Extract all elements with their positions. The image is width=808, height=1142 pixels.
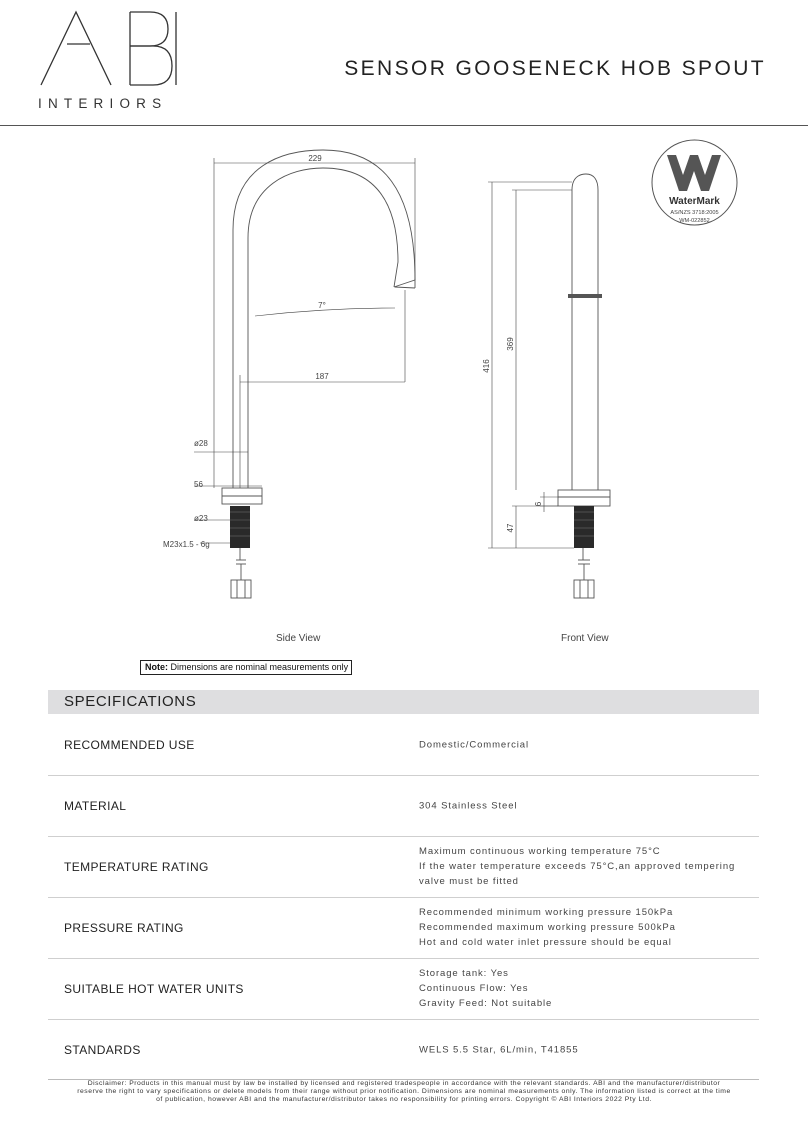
dim-thread-dia: ø23 (194, 514, 208, 523)
side-view-label: Side View (276, 633, 321, 644)
note-bold: Note: (145, 662, 168, 672)
spec-value: Recommended minimum working pressure 150kPa (419, 906, 674, 918)
spec-value: Domestic/Commercial (419, 738, 530, 750)
spec-value: valve must be fitted (419, 876, 519, 888)
spec-value: If the water temperature exceeds 75°C,an approved tempering (419, 860, 736, 872)
spec-label: SUITABLE HOT WATER UNITS (64, 981, 244, 996)
dim-total-height: 416 (482, 359, 491, 373)
spec-row (48, 958, 759, 1020)
spec-values (419, 1042, 579, 1057)
spec-row (48, 714, 759, 776)
dim-width: 229 (308, 154, 322, 163)
dim-spout-height: 369 (506, 337, 515, 351)
watermark-code: WM-022852 (679, 218, 710, 224)
technical-drawing (0, 130, 808, 670)
spec-value: 304 Stainless Steel (419, 799, 518, 811)
spec-label: PRESSURE RATING (64, 920, 184, 935)
spec-label: STANDARDS (64, 1042, 141, 1057)
dimensions-note (140, 660, 352, 675)
spec-label: TEMPERATURE RATING (64, 859, 209, 874)
brand-sub: INTERIORS (38, 96, 168, 111)
spec-row (48, 1019, 759, 1080)
spec-value: Gravity Feed: Not suitable (419, 998, 553, 1010)
dim-body-dia: ø28 (194, 439, 208, 448)
spec-value: WELS 5.5 Star, 6L/min, T41855 (419, 1043, 579, 1055)
spec-value: Continuous Flow: Yes (419, 982, 529, 994)
disclaimer (4, 1080, 804, 1105)
spec-value: Storage tank: Yes (419, 967, 509, 979)
dim-angle: 7° (318, 301, 326, 310)
spec-values (419, 905, 676, 951)
spec-row (48, 775, 759, 837)
note-text: Dimensions are nominal measurements only (168, 662, 349, 672)
spec-value: Maximum continuous working temperature 75°C (419, 845, 661, 857)
header-divider (0, 125, 808, 126)
watermark-name: WaterMark (669, 196, 720, 207)
spec-values (419, 844, 735, 890)
spec-values (419, 966, 552, 1012)
spec-label: RECOMMENDED USE (64, 737, 195, 752)
spec-values (419, 798, 517, 813)
dim-base-thickness: 6 (534, 501, 543, 507)
spec-value: Hot and cold water inlet pressure should be equal (419, 937, 672, 949)
spec-value: Recommended maximum working pressure 500kPa (419, 921, 676, 933)
specifications-header (48, 690, 759, 714)
disclaimer-line: Disclaimer: Products in this manual must by law be installed by licensed and registered tradespeople in accordance with the relevant standards. ABI and the manufacturer/distributor (87, 1080, 721, 1087)
dim-reach: 187 (315, 372, 329, 381)
disclaimer-line: of publication, however ABI and the manufacturer/distributor takes no responsibility for printing errors. Copyright © ABI Interiors 2022 Pty Ltd. (156, 1096, 652, 1104)
specifications-title: SPECIFICATIONS (64, 693, 197, 710)
front-view-label: Front View (561, 633, 609, 644)
dim-base: 56 (194, 480, 203, 489)
disclaimer-line: reserve the right to vary specifications or delete models from their range without prior notification. Dimensions are nominal measurements only. The information listed is correct at the time (77, 1088, 731, 1096)
spec-row (48, 897, 759, 959)
dim-shank: 47 (506, 523, 515, 533)
spec-row (48, 836, 759, 898)
spec-label: MATERIAL (64, 798, 127, 813)
page-title: SENSOR GOOSENECK HOB SPOUT (344, 57, 766, 80)
watermark-standard: AS/NZS 3718:2005 (670, 210, 719, 216)
spec-values (419, 737, 529, 752)
dim-thread: M23x1.5 - 6g (163, 540, 210, 549)
